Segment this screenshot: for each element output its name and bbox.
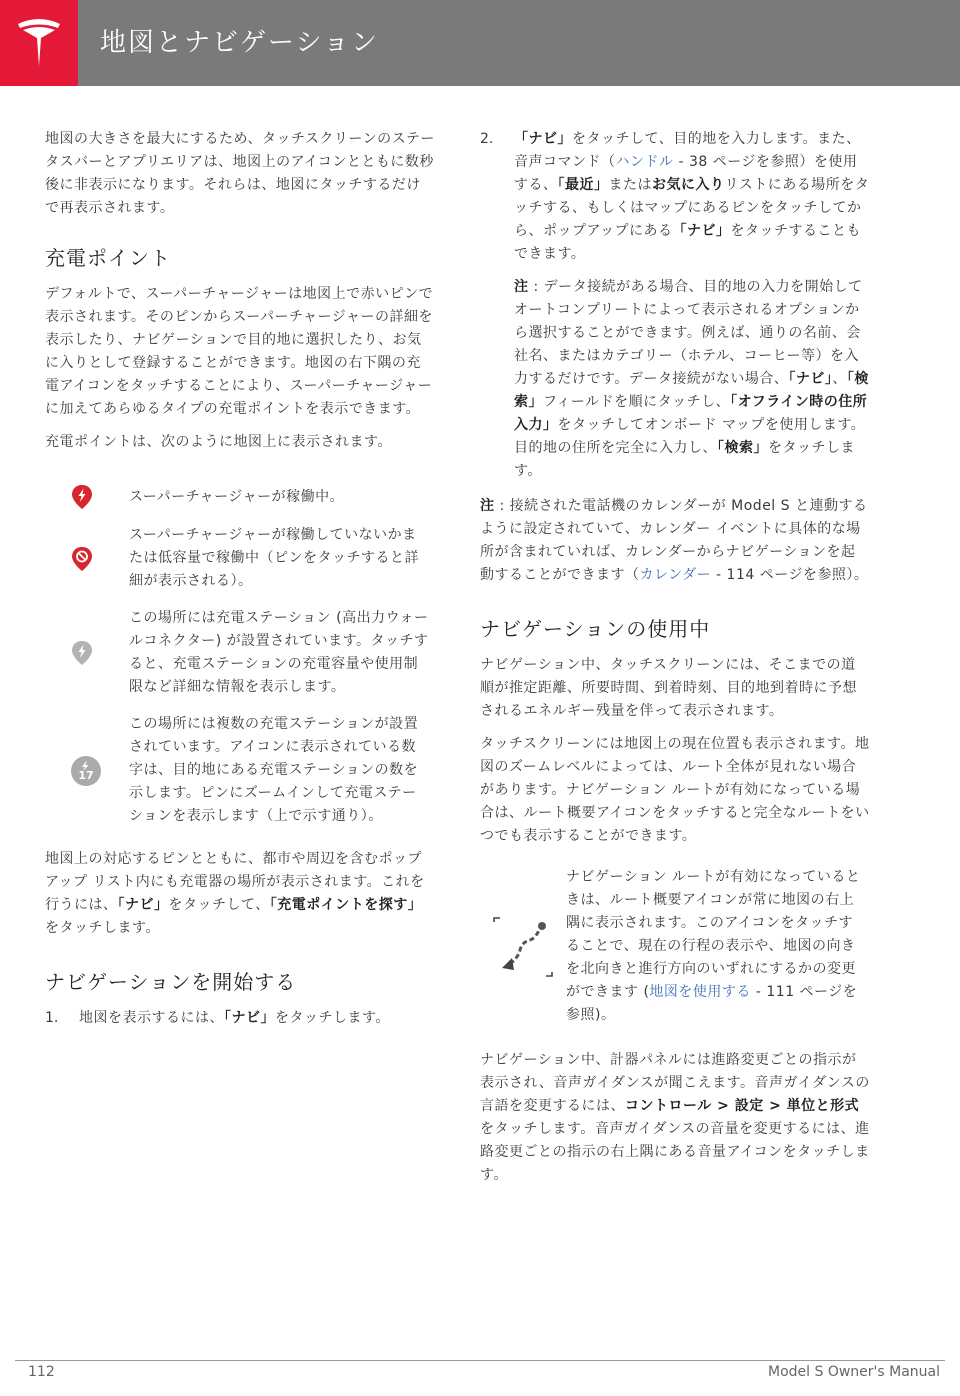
start-nav-heading: ナビゲーションを開始する xyxy=(45,970,297,994)
text-span: または xyxy=(608,177,652,193)
charge-paragraph-1: デフォルトで、スーパーチャージャーは地図上で赤いピンで表示されます。そのピンからスーパーチャージャーの詳細を表示したり、ナビゲーションで目的地に選択したり、お気に入りとして登録することができます。地図の右下隅の充電アイコンをタッチすることにより、スーパーチャージャーに加えてあらゆるタイプの充電ポイントを表示できます。 xyxy=(45,286,434,417)
text-span: リストにある場所をタッチする、もしくはマップにあるピンをタッチしてから、ポップアップにある xyxy=(514,177,870,239)
right-column xyxy=(480,128,870,1187)
bold-favorites-label: お気に入り xyxy=(652,177,725,193)
tesla-logo xyxy=(0,0,78,86)
final-paragraph xyxy=(480,1049,870,1187)
bold-offline-address-label: 「オフライン時の住所入力」 xyxy=(514,394,868,433)
step-1 xyxy=(45,1007,435,1030)
charging-station-pin-icon xyxy=(71,640,93,666)
handle-link[interactable]: ハンドル xyxy=(615,154,674,170)
legend-row-charging-station xyxy=(45,607,435,699)
text-span: をタッチします。 xyxy=(514,440,855,479)
supercharger-active-pin-icon xyxy=(71,484,93,510)
route-description xyxy=(566,866,864,1027)
calendar-link[interactable]: カレンダー xyxy=(639,567,712,583)
bold-nav-label: 「ナビ」 xyxy=(788,371,833,387)
supercharger-inactive-pin-icon xyxy=(71,546,93,572)
page-header xyxy=(0,0,960,86)
text-span: をタッチします。 xyxy=(275,1010,390,1026)
text-span: - 114 ページを参照）。 xyxy=(711,567,869,583)
tesla-logo-icon xyxy=(14,16,64,70)
text-span: 地図を表示するには、 xyxy=(79,1010,224,1026)
using-paragraph-2: タッチスクリーンには地図上の現在位置も表示されます。地図のズームレベルによっては、ルート全体が見れない場合があります。ナビゲーション ルートが有効になっている場合は、ルート概要アイコンをタッチすると完全なルートをいつでも表示することができます。 xyxy=(480,736,870,844)
legend-row-multiple-stations xyxy=(45,713,435,828)
using-map-link[interactable]: 地図を使用する xyxy=(649,984,751,1000)
step-1-text xyxy=(79,1007,435,1030)
text-span: フィールドを順にタッチし、 xyxy=(543,394,731,410)
legend-text-2: スーパーチャージャーが稼働していないかまたは低容量で稼働中（ピンをタッチすると詳細が表示される）。 xyxy=(129,527,419,589)
text-span: ナビゲーション ルートが有効になっているときは、ルート概要アイコンが常に地図の右上隅に表示されます。このアイコンをタッチすることで、現在の行程の表示や、地図の向きを北向きと進行方向のいずれにするかの変更ができます ( xyxy=(566,869,861,1000)
step-2 xyxy=(480,128,870,483)
charge-points-heading: 充電ポイント xyxy=(45,246,171,270)
bold-search-label: 「検索」 xyxy=(717,440,768,456)
multiple-stations-cluster-icon xyxy=(71,756,101,786)
cluster-count: 17 xyxy=(78,768,94,782)
bold-controls-path: コントロール > 設定 > 単位と形式 xyxy=(625,1098,860,1114)
bold-recent-label: 「最近」 xyxy=(557,177,609,193)
text-span: 地図上の対応するピンとともに、都市や周辺を含むポップアップ リスト内にも充電器の場所が表示されます。これを行うには、 xyxy=(45,851,425,913)
legend-text-3: この場所には充電ステーション (高出力ウォールコネクター) が設置されています。タッチすると、充電ステーションの充電容量や使用制限など詳細な情報を表示します。 xyxy=(129,610,429,695)
step-number: 2. xyxy=(480,131,494,147)
legend-text-1: スーパーチャージャーが稼働中。 xyxy=(129,488,345,505)
left-column xyxy=(45,128,435,1030)
text-span: : 接続された電話機のカレンダーが Model S と連動するように設定されていて、カレンダー イベントに具体的な場所が含まれていれば、カレンダーからナビゲーションを起動することができます（ xyxy=(480,498,868,583)
bold-nav-label: 「ナビ」 xyxy=(672,223,731,239)
note-label: 注 xyxy=(480,498,495,514)
text-span: をタッチして、目的地を入力します。また、音声コマンド（ xyxy=(514,131,861,170)
text-span: をタッチしてオンボード マップを使用します。目的地の住所を完全に入力し、 xyxy=(514,417,866,456)
page-number: 112 xyxy=(28,1364,55,1380)
note-1 xyxy=(514,276,870,483)
bold-find-charge-label: 「充電ポイントを探す」 xyxy=(269,897,423,913)
text-span: - 111 ページを参照)。 xyxy=(566,984,858,1023)
route-overview-row xyxy=(480,866,870,1027)
text-span: - 38 ページを参照）を使用する、 xyxy=(514,154,858,193)
popup-paragraph xyxy=(45,848,435,940)
text-span: ナビゲーション中、計器パネルには進路変更ごとの指示が表示され、音声ガイダンスが聞こえます。音声ガイダンスの言語を変更するには、 xyxy=(480,1052,870,1114)
note-2 xyxy=(480,495,870,587)
route-overview-icon xyxy=(490,914,556,980)
legend-text-4: この場所には複数の充電ステーションが設置されています。アイコンに表示されている数字は、目的地にある充電ステーションの数を示します。ピンにズームインして充電ステーションを表示します（上で示す通り）。 xyxy=(129,716,419,824)
intro-paragraph: 地図の大きさを最大にするため、タッチスクリーンのステータスバーとアプリエリアは、地図上のアイコンとともに数秒後に非表示になります。それらは、地図にタッチするだけで再表示されます。 xyxy=(45,131,435,216)
text-span: をタッチすることもできます。 xyxy=(514,223,862,262)
using-nav-heading: ナビゲーションの使用中 xyxy=(480,617,711,641)
text-span: 、 xyxy=(832,371,847,387)
bold-nav-label: 「ナビ」 xyxy=(224,1010,275,1026)
text-span: をタッチします。 xyxy=(45,920,160,936)
step-2-text xyxy=(514,128,870,266)
page-title: 地図とナビゲーション xyxy=(100,28,379,58)
legend-row-supercharger-active xyxy=(45,484,435,510)
text-span: をタッチして、 xyxy=(168,897,270,913)
text-span: をタッチします。音声ガイダンスの音量を変更するには、進路変更ごとの指示の右上隅にある音量アイコンをタッチします。 xyxy=(480,1121,870,1183)
bold-search-label: 「検索」 xyxy=(514,371,869,410)
text-span: : データ接続がある場合、目的地の入力を開始してオートコンプリートによって表示されるオプションから選択することができます。例えば、通りの名前、会社名、またはカテゴリー（ホテル、コーヒー等）を入力するだけです。データ接続がない場合、 xyxy=(514,279,863,387)
legend-row-supercharger-inactive xyxy=(45,524,435,593)
note-label: 注 xyxy=(514,279,529,295)
charge-paragraph-2: 充電ポイントは、次のように地図上に表示されます。 xyxy=(45,434,392,450)
using-paragraph-1: ナビゲーション中、タッチスクリーンには、そこまでの道順が推定距離、所要時間、到着時刻、目的地到着時に予想されるエネルギー残量を伴って表示されます。 xyxy=(480,657,857,719)
footer-divider xyxy=(15,1360,945,1361)
bold-nav-label: 「ナビ」 xyxy=(117,897,169,913)
step-number: 1. xyxy=(45,1010,59,1026)
manual-title: Model S Owner's Manual xyxy=(768,1364,940,1380)
bold-nav-label: 「ナビ」 xyxy=(514,131,572,147)
